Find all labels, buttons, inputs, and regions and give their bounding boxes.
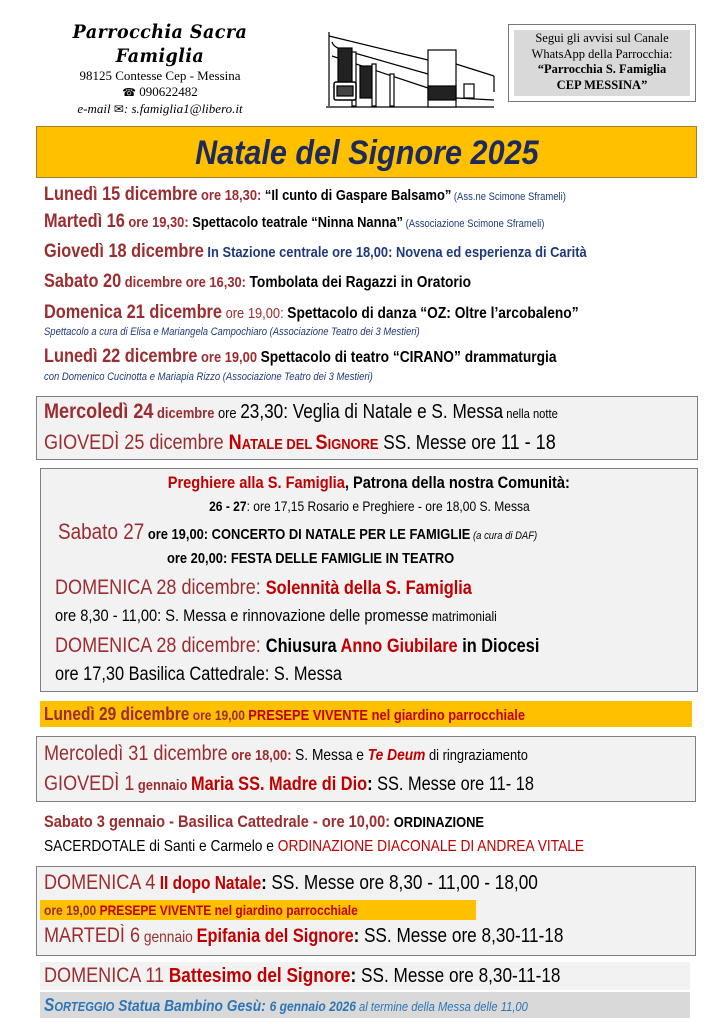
event-month: gennaio (140, 929, 197, 946)
envelope-icon: ✉ (113, 102, 124, 116)
holy-family-mass-row (55, 606, 569, 626)
whatsapp-channel-name: “Parrocchia S. Famiglia (537, 62, 667, 76)
event-month: gennaio (134, 777, 191, 794)
party-row (167, 550, 501, 568)
event-time: dicembre ore 16,30: (121, 274, 250, 291)
event-day: Domenica 21 dicembre (44, 302, 223, 323)
event-time: ore 19,00 (189, 707, 249, 723)
feast-name: ATALE DEL (241, 436, 316, 453)
event-day: Giovedì 18 dicembre (44, 241, 204, 262)
raffle-date: 6 gennaio 2026 (269, 998, 356, 1014)
event-day: MARTEDÌ 6 (44, 924, 141, 947)
event-description: SS. Messe ore (378, 432, 501, 454)
event-description: SS. Messe ore 8,30-11-18 (356, 965, 561, 987)
event-note: matrimoniali (428, 608, 497, 624)
event-day: GIOVEDÌ 1 (44, 772, 135, 795)
event-description: Spettacolo di teatro “CIRANO” drammaturgia (260, 349, 557, 366)
separator: : (350, 965, 357, 987)
email-address[interactable]: : s.famiglia1@libero.it (123, 101, 243, 116)
event-day: DOMENICA 28 dicembre: (55, 576, 266, 599)
phone-icon: ☎ (122, 87, 136, 99)
second-sunday-row (44, 871, 618, 895)
parish-address: 98125 Contesse Cep - Messina (79, 68, 241, 83)
email-label: e-mail (77, 101, 111, 116)
separator: : (367, 774, 373, 795)
diaconal-ordination: ORDINAZIONE DIACONALE DI ANDREA VITALE (277, 838, 585, 855)
event-description: SS. Messe ore 8,30-11-18 (359, 925, 564, 947)
ordination-row-2 (44, 838, 672, 856)
jubilee-mass-row (55, 664, 389, 686)
event-description: Chiusura (265, 636, 341, 657)
event-description: ORDINAZIONE (390, 814, 485, 831)
parish-email (30, 101, 290, 117)
event-note: nella notte (503, 406, 558, 421)
event-row (44, 241, 675, 263)
raffle-title: ORTEGGIO (54, 999, 115, 1014)
event-row (44, 184, 651, 206)
whatsapp-notice (508, 24, 696, 102)
feast-name: II dopo Natale (155, 873, 262, 893)
event-time: ore 18,00: (227, 747, 296, 764)
event-day: Lunedì 15 dicembre (44, 184, 198, 205)
event-description: SS. Messe ore 8,30 - 11,00 - 18,00 (266, 872, 538, 894)
event-day: Lunedì 22 dicembre (44, 346, 198, 367)
event-subtitle: Spettacolo a cura di Elisa e Mariangela Campochiaro (Associazione Teatro dei 3 Mestieri) (44, 326, 420, 338)
event-row (44, 211, 626, 233)
separator: : (261, 873, 267, 894)
presepe-row (44, 704, 603, 725)
event-description: “Il cunto di Gaspare Balsamo” (264, 187, 452, 204)
event-description: SS. Messe ore 11- 18 (372, 774, 534, 795)
phone-number: 090622482 (139, 84, 198, 99)
event-row (44, 302, 666, 324)
event-description: Tombolata dei Ragazzi in Oratorio (249, 274, 472, 291)
holy-family-feast-row (55, 576, 540, 600)
feast-name: S (315, 431, 328, 454)
event-day: Martedì 16 (44, 211, 125, 232)
event-day: Sabato 3 gennaio - Basilica Cattedrale - ore 10,00: (44, 812, 391, 831)
event-note: (a cura di DAF) (470, 530, 538, 542)
feast-name: N (228, 431, 242, 454)
event-description: ore 17,30 Basilica Cattedrale: S. Messa (55, 664, 343, 685)
feast-name: Battesimo del Signore (164, 965, 351, 987)
event-month: dicembre (153, 405, 215, 422)
concert-row (58, 519, 615, 545)
event-description: Spettacolo teatrale “Ninna Nanna” (192, 214, 403, 231)
whatsapp-channel-city: CEP MESSINA” (556, 77, 648, 92)
jubilee-row (55, 634, 618, 658)
raffle-row (44, 995, 607, 1016)
event-day: Mercoledì 31 dicembre (44, 742, 228, 765)
event-row (44, 346, 640, 368)
christmas-eve-row (44, 400, 641, 424)
epiphany-row (44, 924, 648, 948)
event-description: In Stazione centrale ore 18,00: Novena ed esperienza di Carità (203, 244, 587, 261)
church-drawing (324, 30, 500, 110)
event-day: DOMENICA 4 (44, 871, 156, 894)
event-day: DOMENICA 28 dicembre: (55, 634, 266, 657)
event-description: SACERDOTALE di Santi e Carmelo e (44, 838, 278, 855)
event-time-label: ore (214, 405, 241, 422)
presepe-row-2 (44, 902, 409, 920)
feast-name: IGNORE (327, 436, 379, 453)
mass-hours: 11 - 18 (500, 431, 556, 454)
prayer-times: : ore 17,15 Rosario e Preghiere - ore 18,00 S. Messa (246, 498, 530, 514)
te-deum: Te Deum (367, 747, 426, 764)
prayer-subtitle: , Patrona della nostra Comunità: (345, 473, 571, 492)
feast-name: Epifania del Signore (196, 926, 354, 947)
ordination-row-1 (44, 812, 556, 832)
event-time: ore 19,30: (124, 214, 193, 231)
raffle-subject: Statua Bambino Gesù: (114, 998, 270, 1015)
event-description: PRESEPE VIVENTE nel giardino parrocchiale (248, 707, 526, 724)
separator: : (353, 926, 360, 947)
event-description: ore 8,30 - 11,00: S. Messa e rinnovazione delle promesse (55, 606, 429, 625)
event-time: ore 19,00 (44, 902, 100, 918)
prayer-heading (40, 473, 698, 493)
jubilee-name: Anno Giubilare (340, 636, 458, 657)
event-description: 23,30: Veglia di Natale e S. Messa (240, 401, 504, 423)
event-description: PRESEPE VIVENTE nel giardino parrocchiale (99, 902, 358, 918)
event-day: Lunedì 29 dicembre (44, 704, 190, 724)
parish-name: Parrocchia Sacra Famiglia (72, 21, 248, 67)
event-day: DOMENICA 11 (44, 964, 165, 987)
event-day: GIOVEDÌ 25 dicembre (44, 431, 229, 454)
title-banner (36, 126, 697, 178)
raffle-note: al termine della Messa delle 11,00 (355, 999, 528, 1014)
event-time: ore 19,00 (197, 349, 261, 366)
event-note: (Ass.ne Scimone Sframeli) (451, 191, 566, 203)
prayer-days: 26 - 27 (208, 498, 247, 514)
event-description: ore 19,00: CONCERTO DI NATALE PER LE FAMIGLIE (144, 526, 471, 543)
parish-header (30, 20, 290, 117)
event-description: S. Messa e (295, 747, 368, 764)
event-day: Sabato 27 (58, 519, 145, 544)
parish-phone (30, 84, 290, 101)
christmas-day-row (44, 431, 639, 455)
event-description: di ringraziamento (425, 747, 528, 764)
event-description: in Diocesi (457, 636, 540, 657)
event-subtitle: con Domenico Cucinotta e Mariapia Rizzo (Associazione Teatro dei 3 Mestieri) (44, 371, 373, 383)
event-row (44, 271, 541, 293)
event-time: ore 19,00: (222, 305, 288, 322)
prayer-schedule (40, 498, 698, 516)
new-year-day-row (44, 772, 614, 796)
event-day: Mercoledì 24 (44, 400, 154, 423)
page-title: Natale del Signore 2025 (194, 134, 539, 172)
new-year-eve-row (44, 742, 607, 766)
event-note: (Associazione Scimone Sframeli) (402, 218, 545, 230)
event-time: ore 18,30: (197, 187, 265, 204)
whatsapp-line-2: WhatsApp della Parrocchia: (531, 46, 673, 61)
raffle-title: S (44, 995, 55, 1015)
prayer-title: Preghiere alla S. Famiglia (167, 473, 346, 492)
event-day: Sabato 20 (44, 271, 122, 292)
feast-name: Solennità della S. Famiglia (265, 578, 472, 599)
baptism-row (44, 964, 645, 988)
event-description: Spettacolo di danza “OZ: Oltre l’arcobaleno” (287, 305, 579, 322)
feast-name: Maria SS. Madre di Dio (190, 774, 368, 795)
whatsapp-line-1: Segui gli avvisi sul Canale (535, 31, 669, 45)
event-description: ore 20,00: FESTA DELLE FAMIGLIE IN TEATRO (167, 550, 455, 567)
